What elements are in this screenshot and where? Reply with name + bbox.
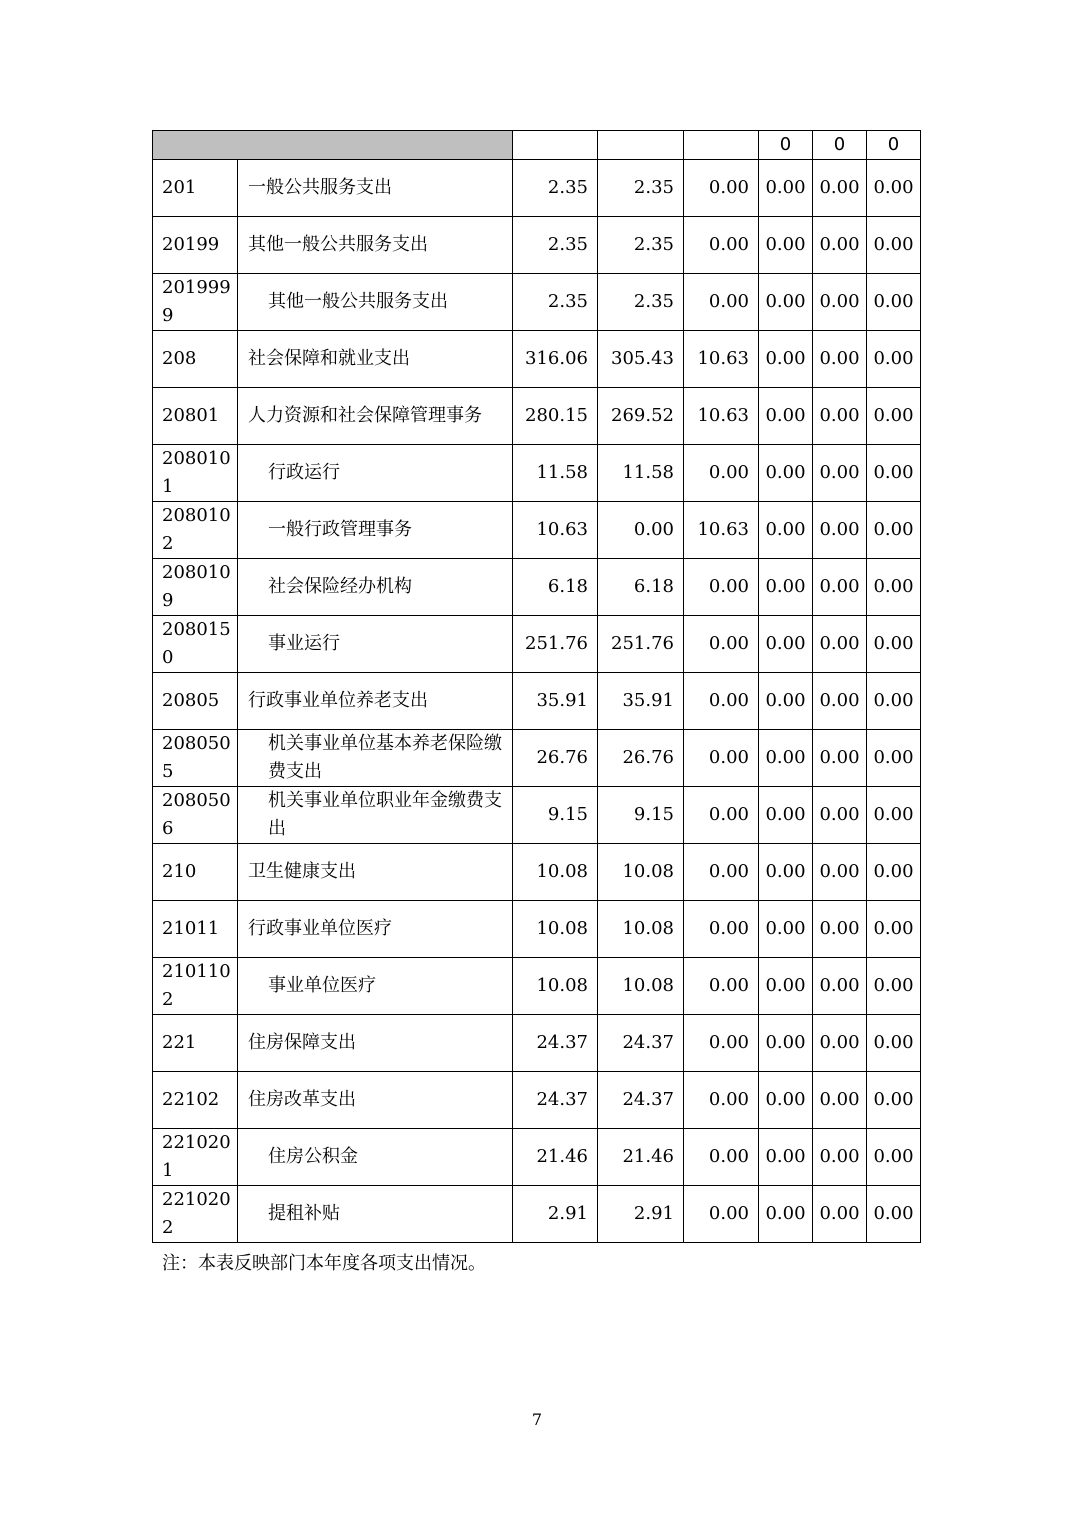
row-project-expenditure: 0.00	[684, 1186, 759, 1243]
row-code: 2080109	[153, 559, 238, 616]
row-extra-value-2: 0.00	[813, 1015, 867, 1072]
row-extra-value-1: 0.00	[759, 559, 813, 616]
row-extra-value-2: 0.00	[813, 787, 867, 844]
row-extra-value-1: 0.00	[759, 844, 813, 901]
row-extra-value-1: 0.00	[759, 1015, 813, 1072]
row-extra-value-3: 0.00	[867, 331, 921, 388]
row-code: 2080506	[153, 787, 238, 844]
row-extra-value-2: 0.00	[813, 958, 867, 1015]
row-extra-value-3: 0.00	[867, 1129, 921, 1186]
row-extra-value-1: 0.00	[759, 730, 813, 787]
row-extra-value-1: 0.00	[759, 331, 813, 388]
row-extra-value-1: 0.00	[759, 1186, 813, 1243]
row-extra-value-2: 0.00	[813, 388, 867, 445]
row-item-name: 一般行政管理事务	[238, 502, 513, 559]
row-basic-expenditure: 35.91	[598, 673, 684, 730]
row-total: 10.08	[513, 901, 598, 958]
row-code: 2080150	[153, 616, 238, 673]
row-total: 24.37	[513, 1072, 598, 1129]
row-basic-expenditure: 305.43	[598, 331, 684, 388]
row-extra-value-2: 0.00	[813, 730, 867, 787]
row-project-expenditure: 0.00	[684, 958, 759, 1015]
row-extra-value-2: 0.00	[813, 616, 867, 673]
row-basic-expenditure: 24.37	[598, 1015, 684, 1072]
top-zero-cell: 0	[813, 131, 867, 160]
row-project-expenditure: 0.00	[684, 445, 759, 502]
row-extra-value-2: 0.00	[813, 160, 867, 217]
table-row	[153, 901, 921, 958]
row-extra-value-3: 0.00	[867, 160, 921, 217]
row-extra-value-2: 0.00	[813, 217, 867, 274]
row-extra-value-1: 0.00	[759, 160, 813, 217]
row-basic-expenditure: 10.08	[598, 844, 684, 901]
row-extra-value-2: 0.00	[813, 673, 867, 730]
row-project-expenditure: 0.00	[684, 787, 759, 844]
row-item-name: 住房改革支出	[238, 1072, 513, 1129]
row-basic-expenditure: 0.00	[598, 502, 684, 559]
row-extra-value-3: 0.00	[867, 1015, 921, 1072]
row-basic-expenditure: 10.08	[598, 958, 684, 1015]
row-extra-value-2: 0.00	[813, 1129, 867, 1186]
row-basic-expenditure: 24.37	[598, 1072, 684, 1129]
row-code: 2080101	[153, 445, 238, 502]
table-row	[153, 1186, 921, 1243]
row-code: 20199	[153, 217, 238, 274]
row-code: 2080102	[153, 502, 238, 559]
row-item-name: 社会保险经办机构	[238, 559, 513, 616]
row-code: 221	[153, 1015, 238, 1072]
row-extra-value-1: 0.00	[759, 958, 813, 1015]
row-code: 2080505	[153, 730, 238, 787]
row-item-name: 住房保障支出	[238, 1015, 513, 1072]
row-item-name: 卫生健康支出	[238, 844, 513, 901]
row-project-expenditure: 0.00	[684, 616, 759, 673]
row-total: 2.35	[513, 160, 598, 217]
row-item-name: 住房公积金	[238, 1129, 513, 1186]
row-project-expenditure: 10.63	[684, 502, 759, 559]
row-item-name: 一般公共服务支出	[238, 160, 513, 217]
row-basic-expenditure: 2.35	[598, 274, 684, 331]
row-basic-expenditure: 21.46	[598, 1129, 684, 1186]
row-item-name: 社会保障和就业支出	[238, 331, 513, 388]
row-extra-value-2: 0.00	[813, 445, 867, 502]
expenditure-table-container	[152, 130, 921, 1243]
row-extra-value-2: 0.00	[813, 844, 867, 901]
row-extra-value-3: 0.00	[867, 1072, 921, 1129]
blank-cell	[598, 131, 684, 160]
row-extra-value-3: 0.00	[867, 730, 921, 787]
row-extra-value-3: 0.00	[867, 559, 921, 616]
row-extra-value-3: 0.00	[867, 844, 921, 901]
row-code: 2101102	[153, 958, 238, 1015]
row-extra-value-3: 0.00	[867, 901, 921, 958]
table-row	[153, 1015, 921, 1072]
table-row	[153, 1129, 921, 1186]
row-code: 22102	[153, 1072, 238, 1129]
table-row	[153, 445, 921, 502]
table-row	[153, 673, 921, 730]
row-code: 21011	[153, 901, 238, 958]
row-total: 280.15	[513, 388, 598, 445]
row-project-expenditure: 10.63	[684, 331, 759, 388]
row-extra-value-2: 0.00	[813, 274, 867, 331]
table-body	[153, 131, 921, 1243]
row-total: 6.18	[513, 559, 598, 616]
row-item-name: 人力资源和社会保障管理事务	[238, 388, 513, 445]
row-basic-expenditure: 11.58	[598, 445, 684, 502]
row-total: 316.06	[513, 331, 598, 388]
row-project-expenditure: 0.00	[684, 844, 759, 901]
row-extra-value-2: 0.00	[813, 1072, 867, 1129]
row-total: 21.46	[513, 1129, 598, 1186]
row-project-expenditure: 0.00	[684, 673, 759, 730]
row-extra-value-1: 0.00	[759, 445, 813, 502]
row-extra-value-3: 0.00	[867, 388, 921, 445]
row-extra-value-3: 0.00	[867, 502, 921, 559]
row-extra-value-1: 0.00	[759, 901, 813, 958]
row-extra-value-2: 0.00	[813, 1186, 867, 1243]
row-extra-value-3: 0.00	[867, 616, 921, 673]
row-code: 210	[153, 844, 238, 901]
row-project-expenditure: 0.00	[684, 160, 759, 217]
row-extra-value-1: 0.00	[759, 1129, 813, 1186]
row-extra-value-3: 0.00	[867, 274, 921, 331]
row-code: 2210202	[153, 1186, 238, 1243]
row-basic-expenditure: 10.08	[598, 901, 684, 958]
row-code: 2210201	[153, 1129, 238, 1186]
shaded-header-cell	[153, 131, 513, 160]
row-total: 9.15	[513, 787, 598, 844]
row-project-expenditure: 0.00	[684, 1015, 759, 1072]
row-total: 10.63	[513, 502, 598, 559]
row-basic-expenditure: 9.15	[598, 787, 684, 844]
top-zero-cell: 0	[867, 131, 921, 160]
row-item-name: 事业运行	[238, 616, 513, 673]
table-row	[153, 1072, 921, 1129]
table-note: 注：本表反映部门本年度各项支出情况。	[162, 1253, 486, 1274]
blank-cell	[513, 131, 598, 160]
row-total: 2.35	[513, 274, 598, 331]
row-total: 26.76	[513, 730, 598, 787]
table-row	[153, 502, 921, 559]
row-extra-value-3: 0.00	[867, 217, 921, 274]
row-total: 11.58	[513, 445, 598, 502]
blank-cell	[684, 131, 759, 160]
table-top-row	[153, 131, 921, 160]
row-extra-value-2: 0.00	[813, 502, 867, 559]
table-row	[153, 958, 921, 1015]
row-extra-value-3: 0.00	[867, 1186, 921, 1243]
table-row	[153, 274, 921, 331]
row-extra-value-3: 0.00	[867, 787, 921, 844]
row-project-expenditure: 0.00	[684, 1129, 759, 1186]
row-code: 201	[153, 160, 238, 217]
row-extra-value-1: 0.00	[759, 1072, 813, 1129]
row-extra-value-1: 0.00	[759, 502, 813, 559]
row-extra-value-1: 0.00	[759, 616, 813, 673]
row-total: 2.35	[513, 217, 598, 274]
row-project-expenditure: 0.00	[684, 274, 759, 331]
row-extra-value-1: 0.00	[759, 388, 813, 445]
row-extra-value-2: 0.00	[813, 559, 867, 616]
row-code: 2019999	[153, 274, 238, 331]
table-row	[153, 730, 921, 787]
row-project-expenditure: 0.00	[684, 217, 759, 274]
top-zero-cell: 0	[759, 131, 813, 160]
row-total: 35.91	[513, 673, 598, 730]
row-total: 2.91	[513, 1186, 598, 1243]
row-project-expenditure: 0.00	[684, 559, 759, 616]
row-project-expenditure: 10.63	[684, 388, 759, 445]
row-project-expenditure: 0.00	[684, 730, 759, 787]
table-row	[153, 160, 921, 217]
row-item-name: 行政运行	[238, 445, 513, 502]
table-row	[153, 787, 921, 844]
table-row	[153, 217, 921, 274]
row-basic-expenditure: 251.76	[598, 616, 684, 673]
row-item-name: 机关事业单位职业年金缴费支出	[238, 787, 513, 844]
row-item-name: 行政事业单位医疗	[238, 901, 513, 958]
row-basic-expenditure: 269.52	[598, 388, 684, 445]
row-total: 10.08	[513, 844, 598, 901]
page-number: 7	[531, 1410, 543, 1429]
row-code: 20805	[153, 673, 238, 730]
row-basic-expenditure: 2.35	[598, 217, 684, 274]
row-item-name: 其他一般公共服务支出	[238, 274, 513, 331]
row-basic-expenditure: 2.91	[598, 1186, 684, 1243]
row-extra-value-1: 0.00	[759, 217, 813, 274]
row-code: 208	[153, 331, 238, 388]
row-extra-value-3: 0.00	[867, 673, 921, 730]
row-basic-expenditure: 2.35	[598, 160, 684, 217]
row-item-name: 机关事业单位基本养老保险缴费支出	[238, 730, 513, 787]
row-item-name: 行政事业单位养老支出	[238, 673, 513, 730]
row-extra-value-1: 0.00	[759, 274, 813, 331]
row-extra-value-3: 0.00	[867, 445, 921, 502]
row-project-expenditure: 0.00	[684, 901, 759, 958]
table-row	[153, 616, 921, 673]
row-extra-value-3: 0.00	[867, 958, 921, 1015]
row-item-name: 提租补贴	[238, 1186, 513, 1243]
row-basic-expenditure: 26.76	[598, 730, 684, 787]
row-extra-value-1: 0.00	[759, 787, 813, 844]
row-total: 251.76	[513, 616, 598, 673]
expenditure-table	[152, 130, 921, 1243]
row-basic-expenditure: 6.18	[598, 559, 684, 616]
row-total: 24.37	[513, 1015, 598, 1072]
row-extra-value-2: 0.00	[813, 901, 867, 958]
table-row	[153, 559, 921, 616]
row-code: 20801	[153, 388, 238, 445]
row-item-name: 其他一般公共服务支出	[238, 217, 513, 274]
row-extra-value-2: 0.00	[813, 331, 867, 388]
row-item-name: 事业单位医疗	[238, 958, 513, 1015]
row-total: 10.08	[513, 958, 598, 1015]
table-row	[153, 331, 921, 388]
table-row	[153, 388, 921, 445]
table-row	[153, 844, 921, 901]
row-extra-value-1: 0.00	[759, 673, 813, 730]
row-project-expenditure: 0.00	[684, 1072, 759, 1129]
